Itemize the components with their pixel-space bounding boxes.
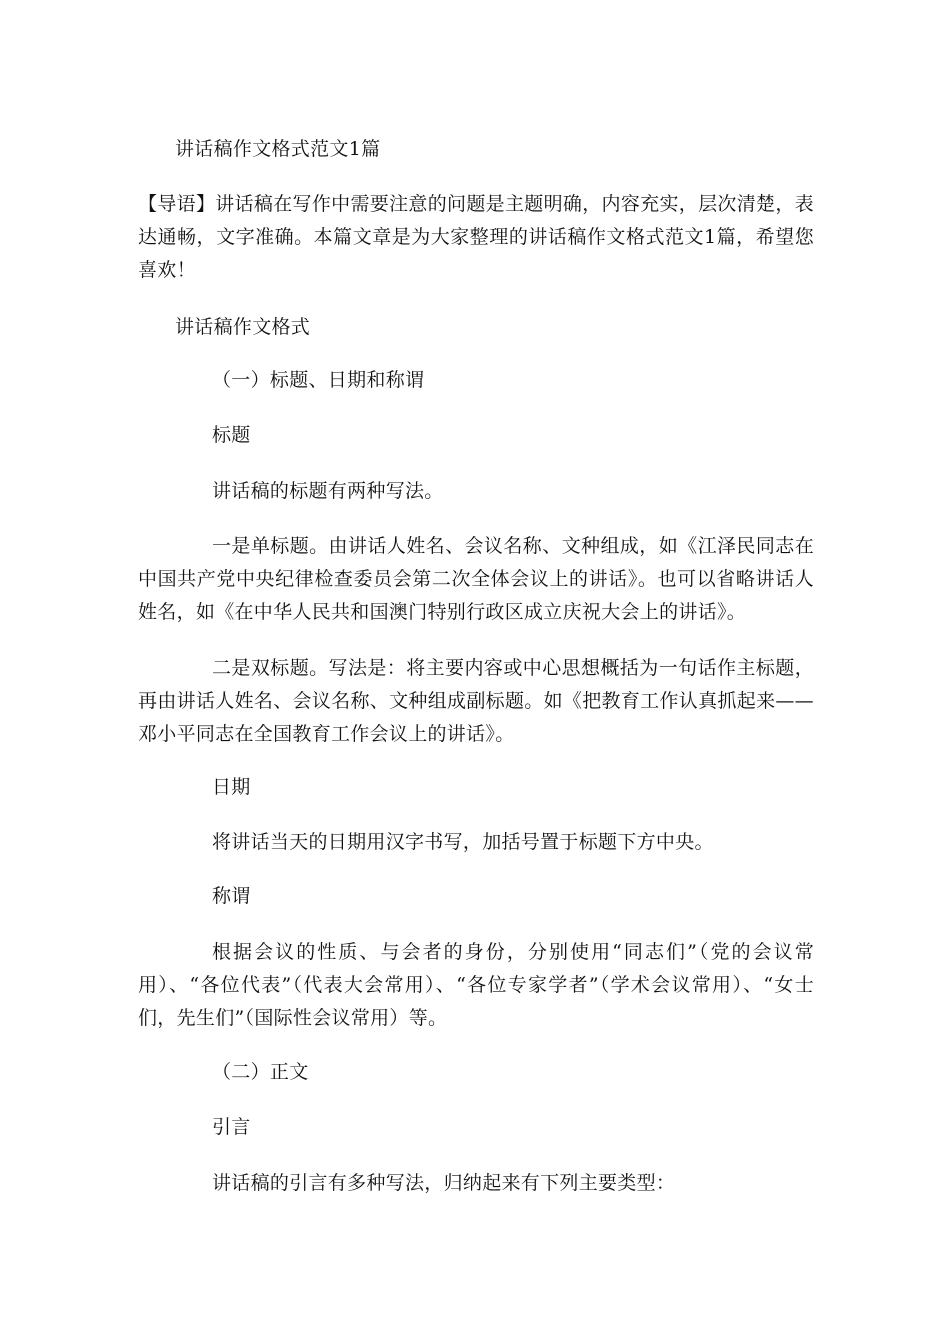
subheading-title: 标题 bbox=[212, 424, 251, 446]
section-heading: 讲话稿作文格式 bbox=[175, 316, 311, 338]
part1-heading: （一）标题、日期和称谓 bbox=[212, 369, 425, 391]
intro-text: 【导语】讲话稿在写作中需要注意的问题是主题明确，内容充实，层次清楚，表达通畅，文字准确。本篇文章是为大家整理的讲话稿作文格式范文1篇，希望您喜欢！ bbox=[138, 193, 814, 281]
salutation-paragraph bbox=[138, 936, 814, 1035]
document-title: 讲话稿作文格式范文1篇 bbox=[175, 138, 381, 160]
single-title-text: 一是单标题。由讲话人姓名、会议名称、文种组成，如《江泽民同志在中国共产党中央纪律检查委员会第二次全体会议上的讲话》。也可以省略讲话人姓名，如《在中华人民共和国澳门特别行政区成立庆祝大会上的讲话》。 bbox=[138, 535, 814, 623]
double-title-text: 二是双标题。写法是：将主要内容或中心思想概括为一句话作主标题，再由讲话人姓名、会议名称、文种组成副标题。如《把教育工作认真抓起来——邓小平同志在全国教育工作会议上的讲话》。 bbox=[138, 657, 814, 745]
part2-heading: （二）正文 bbox=[212, 1061, 309, 1083]
intro-types-paragraph: 讲话稿的引言有多种写法，归纳起来有下列主要类型： bbox=[212, 1172, 676, 1194]
subheading-date: 日期 bbox=[212, 776, 251, 798]
single-title-paragraph bbox=[138, 530, 814, 629]
title-intro-paragraph: 讲话稿的标题有两种写法。 bbox=[212, 480, 444, 502]
date-paragraph: 将讲话当天的日期用汉字书写，加括号置于标题下方中央。 bbox=[212, 831, 714, 853]
salutation-text: 根据会议的性质、与会者的身份，分别使用“同志们”（党的会议常用）、“各位代表”（代表大会常用）、“各位专家学者”（学术会议常用）、“女士们，先生们”（国际性会议常用）等。 bbox=[138, 941, 814, 1029]
double-title-paragraph bbox=[138, 652, 814, 751]
intro-paragraph bbox=[138, 188, 814, 287]
subheading-salutation: 称谓 bbox=[212, 885, 251, 907]
subheading-intro: 引言 bbox=[212, 1116, 251, 1138]
